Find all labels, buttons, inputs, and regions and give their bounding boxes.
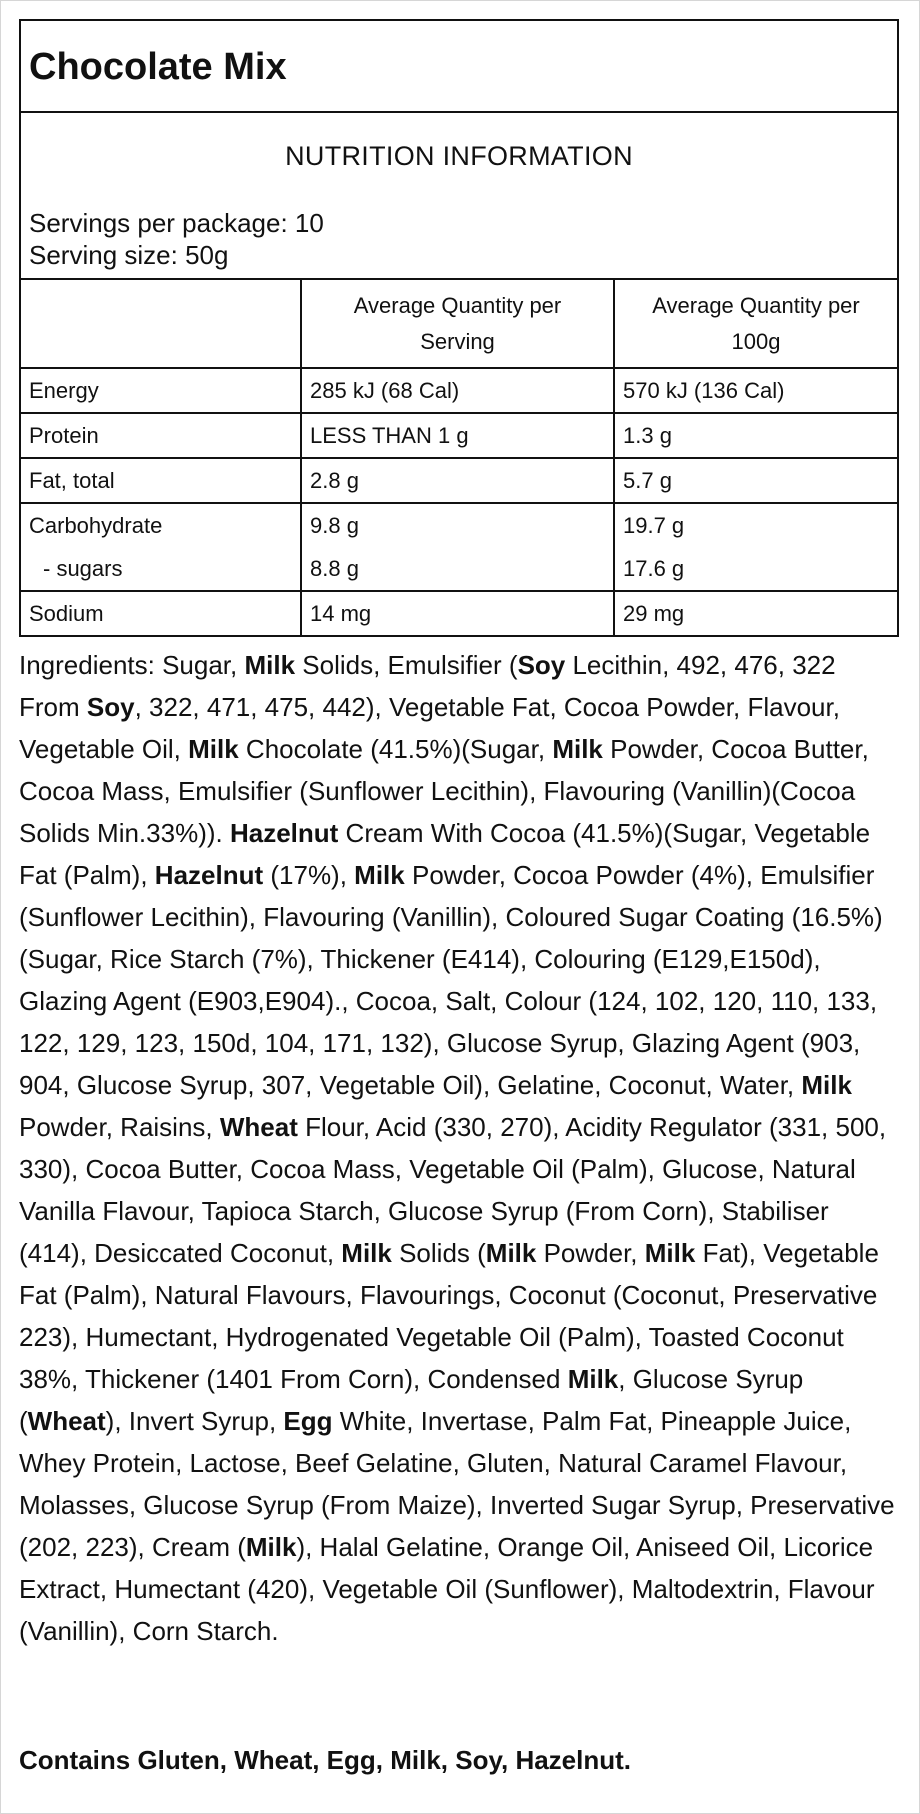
ingredient-text: Flour, Acid (330, 270), Acidity Regulator (331, 500, 330), Cocoa Butter, Cocoa Mass, Vegetable Oil (Palm), Glucose, Natural Vanilla Flavour, Tapioca Starch, Glucose Syrup (From Corn), Stabiliser (414), Desiccated Coconut, <box>19 1112 887 1268</box>
ingredient-allergen: Milk <box>801 1070 852 1100</box>
column-header-per-100g: Average Quantity per 100g <box>614 280 897 368</box>
ingredient-text: ), Halal Gelatine, Orange Oil, Aniseed Oil, Licorice Extract, Humectant (420), Vegetable Oil (Sunflower), Maltodextrin, Flavour (Vanillin), Corn Starch. <box>19 1532 875 1646</box>
table-header-row <box>21 280 897 368</box>
ingredient-text: , 322, 471, 475, 442), Vegetable Fat, Cocoa Powder, Flavour, Vegetable Oil, <box>19 692 840 764</box>
carbohydrate-per-serving: 9.8 g <box>310 513 359 538</box>
sodium-per-100g: 29 mg <box>614 591 897 635</box>
sugars-per-100g: 17.6 g <box>623 556 685 581</box>
carbohydrate-per-100g: 19.7 g <box>623 513 685 538</box>
ingredient-allergen: Milk <box>245 1532 297 1562</box>
energy-per-100g: 570 kJ (136 Cal) <box>614 368 897 413</box>
ingredient-text: , Glucose Syrup ( <box>19 1364 804 1436</box>
ingredient-text: (17%), <box>263 860 355 890</box>
ingredient-text: Chocolate (41.5%)(Sugar, <box>238 734 553 764</box>
row-label-sodium: Sodium <box>21 591 301 635</box>
ingredient-allergen: Milk <box>244 650 296 680</box>
ingredient-allergen: Hazelnut <box>229 818 339 848</box>
row-label-fat: Fat, total <box>21 458 301 503</box>
ingredient-allergen: Milk <box>552 734 603 764</box>
ingredient-allergen: Hazelnut <box>154 860 264 890</box>
ingredient-text: Ingredients: Sugar, <box>19 650 245 680</box>
table-row <box>21 503 897 591</box>
row-label-carbohydrate: Carbohydrate <box>29 513 163 538</box>
serving-info <box>29 207 324 271</box>
ingredients-text <box>19 644 901 1652</box>
ingredient-allergen: Egg <box>283 1406 333 1436</box>
ingredient-text: Cream With Cocoa (41.5%)(Sugar, Vegetable Fat (Palm), <box>19 818 871 890</box>
carbohydrate-labels <box>21 503 301 591</box>
ingredient-text: Powder, Cocoa Butter, Cocoa Mass, Emulsifier (Sunflower Lecithin), Flavouring (Vanillin)(Cocoa Solids Min.33%)). <box>19 734 869 848</box>
ingredient-allergen: Wheat <box>219 1112 298 1142</box>
ingredient-text: White, Invertase, Palm Fat, Pineapple Juice, Whey Protein, Lactose, Beef Gelatine, Gluten, Natural Caramel Flavour, Molasses, Glucose Syrup (From Maize), Inverted Sugar Syrup, Preservative (202, 223), Cream ( <box>19 1406 895 1562</box>
row-label-energy: Energy <box>21 368 301 413</box>
carbohydrate-per-100g-cell <box>614 503 897 591</box>
sodium-per-serving: 14 mg <box>301 591 614 635</box>
ingredient-text: ), Invert Syrup, <box>105 1406 284 1436</box>
product-title: Chocolate Mix <box>21 21 897 113</box>
ingredient-allergen: Soy <box>86 692 135 722</box>
ingredient-allergen: Milk <box>354 860 405 890</box>
nutrition-header <box>21 113 897 280</box>
column-header-blank <box>21 280 301 368</box>
sugars-per-serving: 8.8 g <box>310 556 359 581</box>
ingredient-text: Powder, Cocoa Powder (4%), Emulsifier (Sunflower Lecithin), Flavouring (Vanillin), Coloured Sugar Coating (16.5%)(Sugar, Rice Starch (7%), Thickener (E414), Colouring (E129,E150d), Glazing Agent (E903,E904)., Cocoa, Salt, Colour (124, 102, 120, 110, 133, 122, 129, 123, 150d, 104, 171, 132), Glucose Syrup, Glazing Agent (903, 904, Glucose Syrup, 307, Vegetable Oil), Gelatine, Coconut, Water, <box>19 860 883 1100</box>
nutrition-table <box>21 280 897 635</box>
table-row <box>21 368 897 413</box>
column-header-per-serving: Average Quantity per Serving <box>301 280 614 368</box>
ingredient-text: Solids ( <box>391 1238 486 1268</box>
ingredient-allergen: Milk <box>341 1238 392 1268</box>
nutrition-heading: NUTRITION INFORMATION <box>285 141 633 171</box>
table-row <box>21 591 897 635</box>
carbohydrate-per-serving-cell <box>301 503 614 591</box>
row-label-sugars: - sugars <box>43 556 123 581</box>
ingredient-allergen: Wheat <box>27 1406 106 1436</box>
ingredient-allergen: Milk <box>188 734 239 764</box>
ingredient-allergen: Soy <box>517 650 566 680</box>
table-row <box>21 458 897 503</box>
ingredient-allergen: Milk <box>567 1364 619 1394</box>
nutrition-panel <box>19 19 899 637</box>
ingredient-text: Solids, Emulsifier ( <box>295 650 518 680</box>
allergen-statement: Contains Gluten, Wheat, Egg, Milk, Soy, Hazelnut. <box>19 1745 632 1775</box>
ingredient-allergen: Milk <box>644 1238 696 1268</box>
ingredient-text: Powder, <box>536 1238 645 1268</box>
ingredient-text: Lecithin, 492, 476, 322 From <box>19 650 836 722</box>
ingredient-text: Powder, Raisins, <box>19 1112 220 1142</box>
protein-per-100g: 1.3 g <box>614 413 897 458</box>
serving-size: Serving size: 50g <box>29 240 229 270</box>
fat-per-serving: 2.8 g <box>301 458 614 503</box>
fat-per-100g: 5.7 g <box>614 458 897 503</box>
table-row <box>21 413 897 458</box>
energy-per-serving: 285 kJ (68 Cal) <box>301 368 614 413</box>
servings-per-package: Servings per package: 10 <box>29 208 324 238</box>
ingredient-text: Fat), Vegetable Fat (Palm), Natural Flavours, Flavourings, Coconut (Coconut, Preservative 223), Humectant, Hydrogenated Vegetable Oil (Palm), Toasted Coconut 38%, Thickener (1401 From Corn), Condensed <box>19 1238 879 1394</box>
protein-per-serving: LESS THAN 1 g <box>301 413 614 458</box>
ingredient-allergen: Milk <box>485 1238 537 1268</box>
row-label-protein: Protein <box>21 413 301 458</box>
